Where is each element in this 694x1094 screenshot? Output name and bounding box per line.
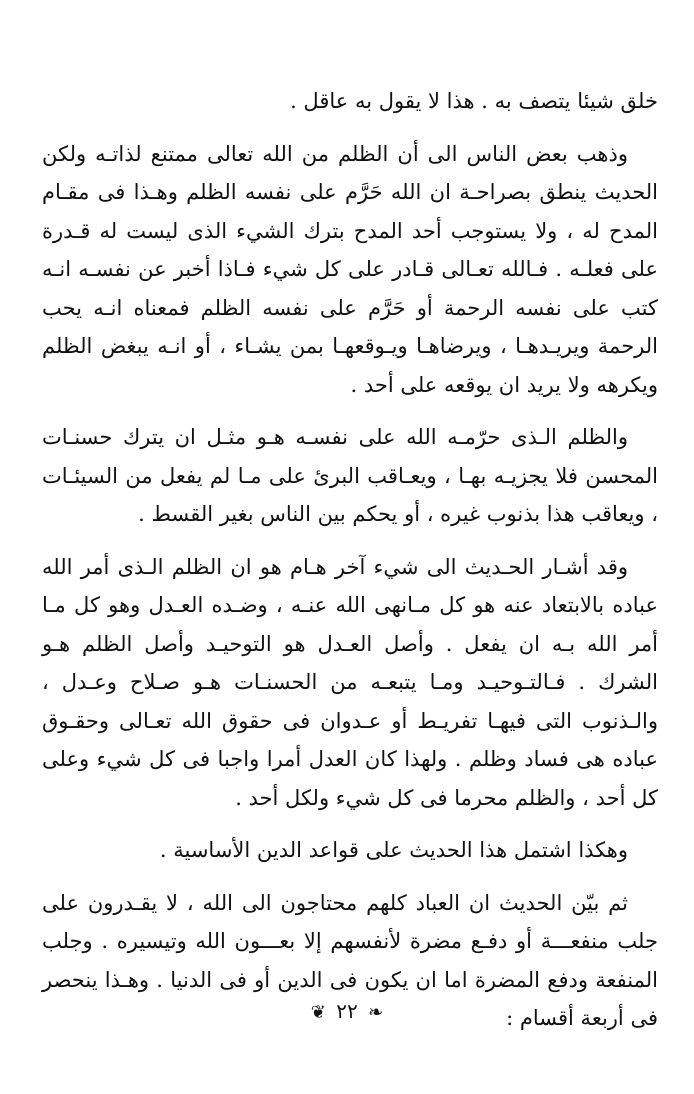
paragraph-continuation: خلق شيئا يتصف به . هذا لا يقول به عاقل . [290, 89, 658, 113]
paragraph-foundations: وهكذا اشتمل هذا الحديث على قواعد الدين الأساسية . [159, 838, 628, 862]
paragraph-forbidden-injustice: والظلم الـذى حرّمـه الله على نفسـه هـو مثـل ان يترك حسنـات المحسن فلا يجزيـه بهـا ، ويعـاقب البرئ على مـا لم يفعل من السيئـات ، ويعاقب هذا بذنوب غيره ، أو يحكم بين الناس بغير القسط . [42, 425, 658, 526]
paragraph-servants-need: ثم بيّن الحديث ان العباد كلهم محتاجون الى الله ، لا يقـدرون على جلب منفعـــة أو دفـع مضرة لأنفسهم إلا بعـــون الله وتيسيره . وجلب المنفعة ودفع المضرة اما ان يكون فى الدين أو فى الدنيا . وهـذا ينحصر فى أربعة أقسام : [42, 890, 658, 1030]
paragraph-justice-and-tawhid: وقد أشـار الحـديث الى شيء آخر هـام هو ان الظلم الـذى أمر الله عباده بالابتعاد عنه هو كل مـانهى الله عنـه ، وضـده العـدل وهو كل مـا أمر الله بـه ان يفعل . وأصل العـدل هو التوحيـد وأصل الظلم هـو الشرك . فـالتـوحيـد ومـا يتبعـه من الحسنـات هـو صـلاح وعـدل ، والـذنوب التى فيهـا تفريـط أو عـدوان فى حقوق الله تعـالى وحقـوق عباده هى فساد وظلم . ولهذا كان العدل أمرا واجبا فى كل شيء وعلى كل أحد ، والظلم محرما فى كل شيء ولكل أحد . [42, 554, 658, 810]
page-body [42, 82, 658, 1038]
ornament-left-icon: ❦ [310, 1001, 326, 1023]
page-number-footer [0, 996, 694, 1028]
page-number: ٢٢ [336, 999, 358, 1023]
ornament-right-icon: ❧ [368, 1001, 384, 1023]
paragraph-injustice-impossible: وذهب بعض الناس الى أن الظلم من الله تعالى ممتنع لذاتـه ولكن الحديث ينطق بصراحـة ان الله حَرَّم على نفسه الظلم وهـذا فى مقـام المدح له ، ولا يستوجب أحد المدح بترك الشيء الذى ليست له قـدرة على فعلـه . فـالله تعـالى قـادر على كل شيء فـاذا أخبر عن نفسـه انـه كتب على نفسه الرحمة أو حَرَّم على نفسه الظلم فمعناه انـه يحب الرحمة ويريـدهـا ، ويرضاهـا ويـوقعهـا بمن يشـاء ، أو انـه يبغض الظلم ويكرهه ولا يريد ان يوقعه على أحد . [42, 141, 658, 397]
